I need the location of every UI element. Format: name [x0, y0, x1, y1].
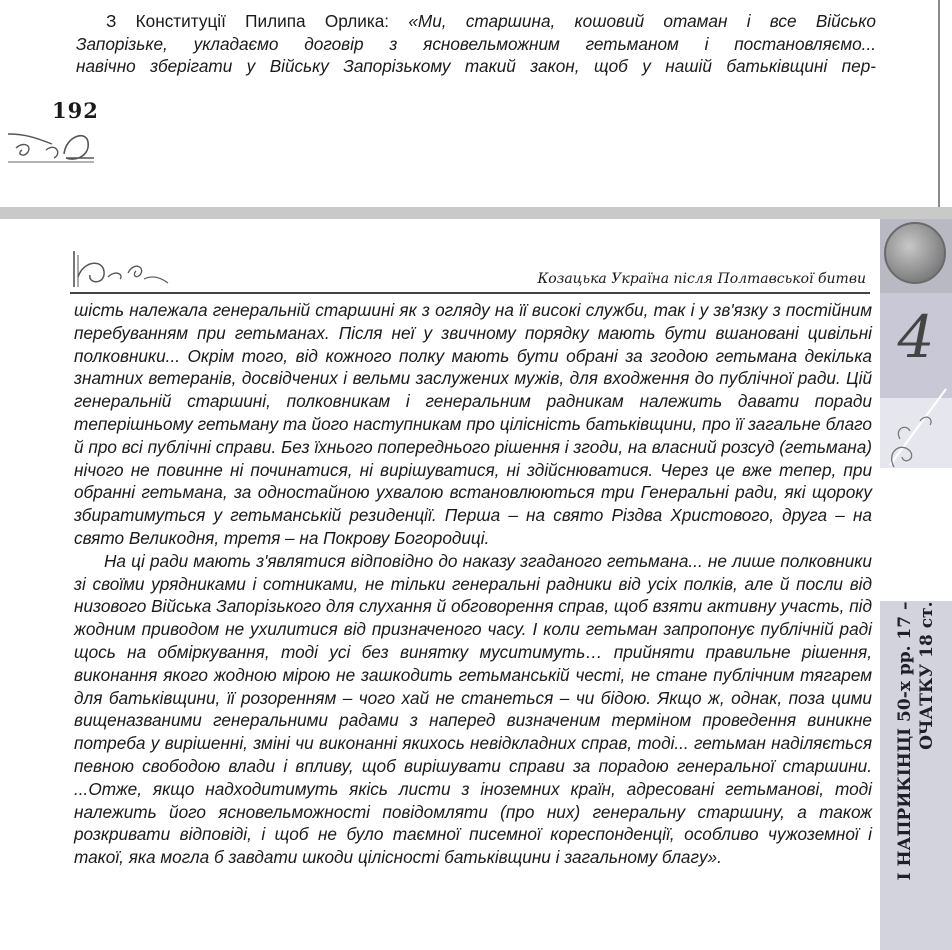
side-flourish-icon: [880, 369, 952, 469]
page-edge-rule: [938, 0, 940, 207]
top-page: [0, 0, 952, 207]
chapter-side-strip: [880, 219, 952, 950]
side-title-line-2: ОЧАТКУ 18 ст.: [917, 601, 937, 750]
coin-medal-icon: [884, 222, 946, 284]
top-line-1: [76, 10, 876, 33]
quotation-body: [74, 299, 872, 869]
page-gap: [0, 207, 952, 219]
top-line-1-lead: З Конституції Пилипа Орлика:: [106, 11, 409, 31]
paragraph-2: На ці ради мають з'являтися відповідно до наказу згаданого гетьмана... не лише полковники зі своїми урядниками і сотниками, не тільки генеральні радники від усіх полків, але й посли від низового Війська Запорізького для слухання й обговорення справ, щоб взяти активну участь, під жодним приводом не ухилитися від призначеного часу. І коли гетьман запропонує публічній раді щось на обміркування, тоді усі без винятку муситимуть… прийняти правильне рішення, виконання якого жодною мірою не зашкодить гетьманській честі, не стане публічним тягарем для батьківщини, її розоренням – чого хай не станеться – чи бідою. Якщо ж, однак, поза цими вищеназваними генеральними радами з наперед визначеним терміном проведення виникне потреба у вирішенні, зміні чи виконанні якихось невідкладних справ, тоді... гетьман наділяється певною свободою влади і впливу, щоб вирішувати справи за порадою генеральної старшини. ...Отже, якщо надходитимуть якісь листи з іноземних країн, адресовані гетьманові, тоді належить його ясновельможності повідомляти (про них) генеральну старшину, а також розкривати відповіді, і щоб не було таємної писемної кореспонденції, особливо чужоземної і такої, яка могла б завдати шкоди цілісності батьківщини і загальному благу».: [74, 550, 872, 868]
paragraph-1: шість належала генеральній старшині як з огляду на її високі служби, так і у зв'язку з постійним перебуванням при гетьманах. Після неї у звичному порядку мають бути вшановані цивільні полковники... Окрім того, від кожного полку мають бути обрані за згодою гетьмана декілька знатних ветеранів, досвідчених і вельми заслужених мужів, для входження до публічної ради. Цій генеральній старшині, полковникам і генеральним радникам належить давати поради теперішньому гетьману та його наступникам про цілісність батьківщини, про її загальне благо й про всі публічні справи. Без їхнього попереднього рішення і згоди, на власний розсуд (гетьмана) нічого не повинне ні починатися, ні вирішуватися, ні здійснюватися. Через це вже тепер, при обранні гетьмана, за одностайною ухвалою встановлюються три Генеральні ради, які щороку збиратимуться у гетьманській резиденції. Перша – на свято Різдва Христового, друга – на свято Великодня, третя – на Покрову Богородиці.: [74, 300, 872, 548]
flourish-ornament-icon: [6, 124, 96, 168]
header-rule: [70, 292, 870, 294]
header-flourish-icon: [70, 249, 170, 289]
top-page-text: [76, 10, 876, 78]
bottom-page: [0, 219, 952, 950]
side-chapter-title: [880, 601, 952, 950]
side-title-line-1: І НАПРИКІНЦІ 50-х рр. 17 –: [895, 601, 915, 881]
top-line-1-quote: «Ми, старшина, кошовий отаман і все Військо: [408, 11, 876, 31]
top-line-2: Запорізьке, укладаємо договір з ясновельможним гетьманом і постановляємо...: [76, 33, 876, 54]
top-line-3: навічно зберігати у Війську Запорізькому такий закон, щоб у нашій батьківщині пер-: [76, 56, 876, 77]
page-number: 192: [52, 98, 99, 123]
running-head: Козацька Україна після Полтавської битви: [537, 271, 866, 287]
chapter-number: 4: [897, 303, 935, 371]
